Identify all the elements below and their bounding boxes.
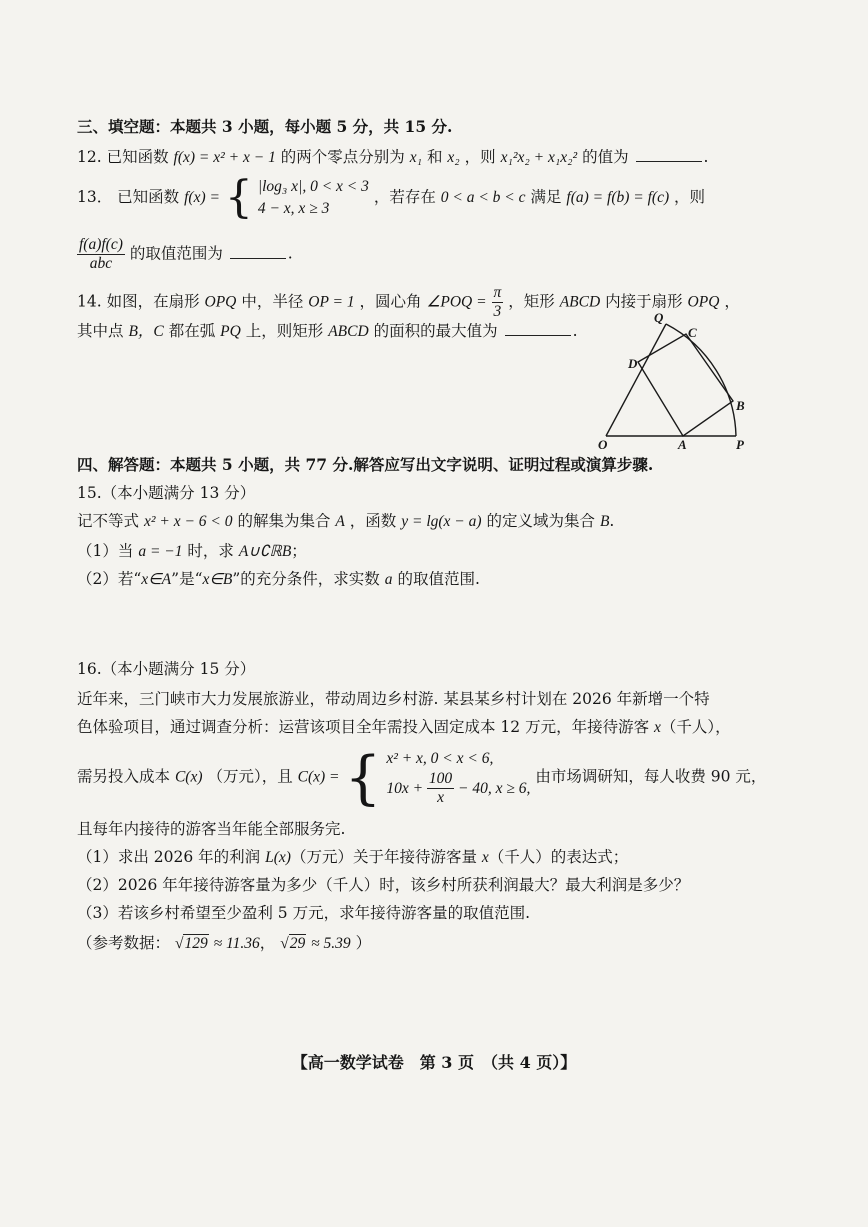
q12-text: ，则: [464, 148, 496, 166]
q15-title: 15.（本小题满分 13 分）: [77, 484, 256, 502]
label-q: Q: [654, 310, 664, 325]
label-a: A: [678, 437, 687, 450]
q14-radius: OP = 1: [308, 293, 355, 311]
q13-fraction-denominator: abc: [89, 255, 113, 272]
q12-x1: x₁: [409, 149, 423, 166]
q13-text: ，则: [674, 188, 706, 206]
q15-text: （1）当: [77, 542, 134, 560]
q12-text: 已知函数: [106, 148, 169, 166]
q14-text: 上，则矩形: [245, 322, 324, 340]
q16-line-4: 且每年内接待的游客当年能全部服务完.: [77, 820, 346, 838]
q14-text: 其中点: [77, 322, 124, 340]
q16-text: （参考数据：: [77, 934, 171, 952]
q16-sqrt-129: √129: [174, 935, 208, 952]
q16-cost-function: C(x) =: [297, 768, 340, 786]
q12-number: 12.: [77, 148, 102, 166]
q12-text: 的值为: [582, 148, 629, 166]
q13-fraction-numerator: f(a)f(c): [79, 236, 123, 253]
q14-text: 都在弧: [168, 322, 216, 340]
q16-part-2: （2）2026 年年接待游客量为多少（千人）时，该乡村所获利润最大？最大利润是多少？: [77, 876, 690, 894]
q14-arc: PQ: [220, 323, 241, 340]
q12-x2: x₂: [447, 149, 460, 166]
q14-sector-name: OPQ: [204, 293, 237, 311]
q13-function: f(x) =: [184, 189, 220, 206]
q16-text: 色体验项目，通过调查分析：运营该项目全年需投入固定成本 12 万元，年接待游客: [77, 718, 650, 736]
q16-part-3: （3）若该乡村希望至少盈利 5 万元，求年接待游客量的取值范围.: [77, 904, 531, 922]
q16-line-1: 近年来，三门峡市大力发展旅游业，带动周边乡村游. 某县某乡村计划在 2026 年新增一个特: [77, 690, 710, 708]
q16-text: （1）求出 2026 年的利润: [77, 848, 261, 866]
q16-approx-value: ≈ 11.36: [213, 935, 260, 952]
q14-text: ，圆心角: [359, 292, 422, 311]
q13-answer-blank[interactable]: [230, 244, 286, 259]
q13-condition: 0 < a < b < c: [440, 189, 526, 206]
q16-text: （万元），且: [207, 767, 293, 786]
q16-case-2-fraction: [427, 770, 454, 807]
q13-text: 已知函数: [117, 188, 180, 206]
q13-fraction: [77, 236, 125, 273]
label-c: C: [688, 325, 697, 340]
q16-part-1: [77, 846, 628, 869]
section-4-heading: 四、解答题：本题共 5 小题，共 77 分.解答应写出文字说明、证明过程或演算步骤.: [77, 455, 654, 474]
q15-text: ”的充分条件，求实数: [232, 570, 380, 588]
q14-angle: ∠POQ =: [426, 293, 487, 311]
q13-text: ，若存在: [373, 188, 436, 206]
q15-function: y = lg(x − a): [401, 513, 482, 530]
q16-case-2-part: − 40, x ≥ 6,: [458, 779, 531, 797]
q16-variable-x: x: [654, 719, 661, 736]
q15-inequality: x² + x − 6 < 0: [143, 513, 233, 530]
q16-text: 由市场调研知，每人收费 90 元，: [535, 767, 767, 786]
q15-text: ，函数: [349, 512, 397, 530]
q12-text: 和: [426, 148, 443, 166]
q12-answer-blank[interactable]: [636, 147, 702, 162]
q16-line-2: [77, 716, 731, 739]
q13-equation: f(a) = f(b) = f(c): [566, 189, 670, 206]
q16-cost-function: C(x): [174, 768, 203, 786]
q15-part-1: [77, 540, 307, 563]
q16-text: ）: [355, 934, 372, 952]
q14-pi: π: [493, 284, 502, 301]
q15-text: 时，求: [187, 542, 234, 560]
q15-condition-a: x∈A: [141, 571, 172, 588]
q12-function: f(x) = x² + x − 1: [173, 149, 276, 166]
q12-expression: x₁²x₂ + x₁x₂²: [500, 149, 578, 166]
q16-fraction-numerator: 100: [428, 770, 453, 787]
q16-title: 16.（本小题满分 15 分）: [77, 660, 256, 678]
q13-cases: [258, 176, 369, 220]
q15-text: 的取值范围.: [397, 570, 480, 588]
q15-expression: A∪∁ℝB: [238, 543, 292, 560]
q14-text: 14. 如图，在扇形: [77, 292, 200, 311]
q15-text: 的定义域为集合: [486, 512, 596, 530]
q15-text: ；: [291, 542, 307, 560]
label-d: D: [628, 356, 638, 371]
q16-case-2-part: 10x +: [386, 779, 424, 797]
q13-brace: {: [224, 172, 253, 223]
q14-angle-fraction: [492, 284, 504, 321]
q16-reference-data: [77, 932, 371, 955]
q16-case-2: [386, 770, 530, 807]
q16-case-1: x² + x, 0 < x < 6,: [386, 750, 494, 767]
q16-line-3: [77, 743, 767, 812]
q16-cases: [386, 748, 530, 807]
question-12: 12. 已知函数 f(x) = x² + x − 1 的两个零点分别为 x₁ 和 x₂ ，则 x₁²x₂ + x₁x₂² 的值为 .: [77, 148, 709, 166]
q16-text: ，: [259, 934, 276, 952]
q14-text: 的面积的最大值为: [373, 322, 498, 340]
q14-text: ，: [724, 292, 740, 311]
q14-three: 3: [493, 303, 502, 320]
q15-text: 记不等式: [77, 512, 140, 530]
q14-text: 中，半径: [241, 292, 304, 311]
question-14-line-2: 其中点 B，C 都在弧 PQ 上，则矩形 ABCD 的面积的最大值为 .: [77, 322, 578, 340]
question-13: [77, 172, 706, 223]
q14-answer-blank[interactable]: [505, 321, 571, 336]
q16-brace: {: [344, 743, 382, 812]
q16-text: 需另投入成本: [77, 767, 171, 786]
q16-fraction-denominator: x: [437, 789, 444, 806]
q16-sqrt-29: √29: [280, 935, 306, 952]
q16-radicand: 29: [289, 935, 306, 952]
q13-text: 的取值范围为: [129, 244, 223, 263]
q15-text: 的解集为集合: [237, 512, 331, 530]
arc-pq: [666, 324, 736, 436]
q14-text: ，矩形: [508, 292, 555, 311]
q14-sector-name: OPQ: [687, 293, 720, 311]
section-3-heading: 三、填空题：本题共 3 小题，每小题 5 分，共 15 分.: [77, 117, 453, 136]
q16-text: （千人）的表达式；: [488, 848, 629, 866]
sector-figure: [596, 310, 776, 450]
q15-text: （2）若“: [77, 570, 142, 588]
q15-stem: [77, 510, 614, 533]
q14-text: 内接于扇形: [605, 292, 683, 311]
q16-profit-function: L(x): [265, 849, 291, 866]
question-13-line-2: $\frac{f(a)f(c)}{\text{abc}}$ 的取值范围为 .: [79, 236, 293, 272]
label-o: O: [598, 437, 608, 450]
q16-approx-value: ≈ 5.39: [311, 935, 351, 952]
q16-radicand: 129: [184, 935, 208, 952]
q15-condition-b: x∈B: [202, 571, 233, 588]
q13-case-1: |log₃ x|, 0 < x < 3: [257, 178, 369, 195]
q13-text: 满足: [530, 188, 562, 206]
q15-value: a = −1: [138, 543, 183, 560]
q12-text: 的两个零点分别为: [280, 148, 405, 166]
segment-oq: [606, 324, 666, 436]
q14-points: B，C: [128, 323, 164, 340]
q16-text: （千人），: [660, 718, 731, 736]
q15-part-2: [77, 568, 480, 591]
q13-case-2: 4 − x, x ≥ 3: [257, 200, 330, 217]
q15-set-a: A: [335, 513, 345, 530]
q15-variable-a: a: [384, 571, 393, 588]
q14-rectangle-name: ABCD: [559, 293, 601, 311]
q16-variable-x: x: [481, 849, 489, 866]
q14-rectangle-name: ABCD: [328, 323, 369, 340]
label-p: P: [736, 437, 744, 450]
q15-text: ”是“: [171, 570, 203, 588]
page-footer: 【高一数学试卷 第 3 页 （共 4 页）】: [291, 1053, 577, 1072]
label-b: B: [736, 398, 745, 413]
q15-text: .: [609, 512, 615, 530]
q13-number: 13．: [77, 188, 113, 206]
q15-set-b: B: [599, 513, 610, 530]
q16-text: （万元）关于年接待游客量: [290, 848, 477, 866]
